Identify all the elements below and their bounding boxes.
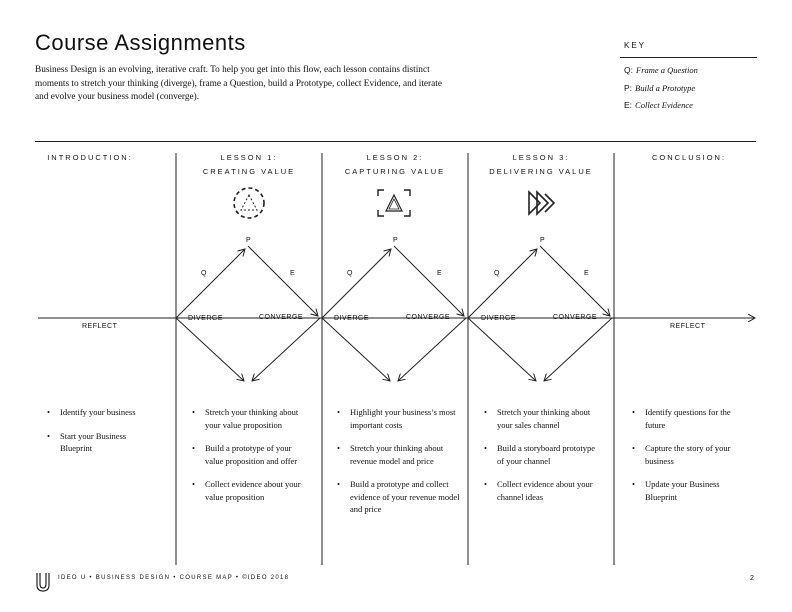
l2-converge-label: CONVERGE bbox=[406, 314, 451, 321]
l1-e-label: E bbox=[290, 270, 295, 277]
list-item: • Collect evidence about your value proposition bbox=[190, 478, 305, 503]
reflect-right-label: REFLECT bbox=[670, 323, 706, 330]
arrow-l1-up-left bbox=[176, 249, 245, 318]
arrow-l3-up-right bbox=[540, 246, 610, 316]
key-item-evidence: E : Collect Evidence bbox=[624, 100, 693, 110]
phase-lesson1-subtitle: CREATING VALUE bbox=[202, 167, 296, 176]
arrow-l1-up-right bbox=[248, 246, 318, 316]
intro-paragraph: Business Design is an evolving, iterative craft. To help you get into this flow, each lesson contains distinct moments to stretch your thinking (diverge), frame a Question, build a Prototype, collect Evidence, and iterate and evolve your business model (converge). bbox=[35, 65, 442, 102]
list-item: • Build a prototype and collect evidence of your revenue model and price bbox=[335, 478, 460, 516]
list-item: • Stretch your thinking about revenue model and price bbox=[335, 442, 460, 467]
l2-p-label: P bbox=[393, 237, 398, 244]
ideo-u-logo-icon bbox=[37, 573, 49, 591]
list-item: • Identify your business bbox=[45, 406, 160, 419]
arrow-l2-up-left bbox=[322, 249, 391, 318]
arrow-l3-up-left bbox=[468, 249, 537, 318]
list-item: • Stretch your thinking about your value proposition bbox=[190, 406, 305, 431]
phase-lesson2-title: LESSON 2: bbox=[366, 153, 424, 162]
lesson1-task-list bbox=[190, 406, 305, 514]
phase-lesson1-title: LESSON 1: bbox=[220, 153, 278, 162]
list-item: • Collect evidence about your channel ideas bbox=[482, 478, 602, 503]
intro-task-list bbox=[45, 406, 160, 466]
list-item: • Identify questions for the future bbox=[630, 406, 748, 431]
key-item-question: Q : Frame a Question bbox=[624, 65, 698, 75]
list-item: • Capture the story of your business bbox=[630, 442, 748, 467]
arrow-l1-down-right bbox=[252, 318, 320, 381]
key-item-prototype: P : Build a Prototype bbox=[624, 83, 695, 93]
l3-diverge-label: DIVERGE bbox=[481, 315, 517, 322]
phase-lesson3-title: LESSON 3: bbox=[512, 153, 570, 162]
arrow-l2-down-right bbox=[398, 318, 466, 381]
page-number: 2 bbox=[750, 575, 754, 582]
lesson3-icon bbox=[529, 192, 554, 214]
arrow-l2-down-left bbox=[322, 318, 390, 381]
phase-conclusion-title: CONCLUSION: bbox=[651, 153, 727, 162]
arrow-l3-down-right bbox=[544, 318, 612, 381]
phase-intro-title: INTRODUCTION: bbox=[47, 153, 133, 162]
l2-diverge-label: DIVERGE bbox=[334, 315, 370, 322]
l2-e-label: E bbox=[437, 270, 442, 277]
list-item: • Update your Business Blueprint bbox=[630, 478, 748, 503]
footer-text: IDEO U • BUSINESS DESIGN • COURSE MAP • ©IDEO 2018 bbox=[58, 575, 290, 581]
conclusion-task-list bbox=[630, 406, 748, 514]
list-item: • Stretch your thinking about your sales channel bbox=[482, 406, 602, 431]
arrow-l3-down-left bbox=[468, 318, 536, 381]
list-item: • Highlight your business’s most important costs bbox=[335, 406, 460, 431]
l1-converge-label: CONVERGE bbox=[259, 314, 304, 321]
lesson2-icon bbox=[378, 190, 410, 216]
l1-diverge-label: DIVERGE bbox=[188, 315, 224, 322]
phase-lesson2 bbox=[325, 151, 465, 179]
lesson2-task-list bbox=[335, 406, 460, 527]
l3-q-label: Q bbox=[494, 270, 500, 277]
l1-q-label: Q bbox=[201, 270, 207, 277]
phase-lesson2-subtitle: CAPTURING VALUE bbox=[344, 167, 446, 176]
phase-lesson1 bbox=[179, 151, 319, 179]
list-item: • Start your Business Blueprint bbox=[45, 430, 160, 455]
l2-q-label: Q bbox=[347, 270, 353, 277]
arrow-l1-down-left bbox=[176, 318, 244, 381]
reflect-left-label: REFLECT bbox=[82, 323, 118, 330]
l3-p-label: P bbox=[540, 237, 545, 244]
lesson3-task-list bbox=[482, 406, 602, 514]
list-item: • Build a prototype of your value proposition and offer bbox=[190, 442, 305, 467]
page-title: Course Assignments bbox=[35, 30, 246, 55]
lesson1-icon bbox=[234, 188, 264, 218]
l3-e-label: E bbox=[584, 270, 589, 277]
phase-lesson3-subtitle: DELIVERING VALUE bbox=[489, 167, 593, 176]
l1-p-label: P bbox=[246, 237, 251, 244]
l3-converge-label: CONVERGE bbox=[553, 314, 598, 321]
key-heading: KEY bbox=[624, 41, 647, 50]
list-item: • Build a storyboard prototype of your channel bbox=[482, 442, 602, 467]
phase-lesson3 bbox=[471, 151, 611, 179]
arrow-l2-up-right bbox=[394, 246, 464, 316]
